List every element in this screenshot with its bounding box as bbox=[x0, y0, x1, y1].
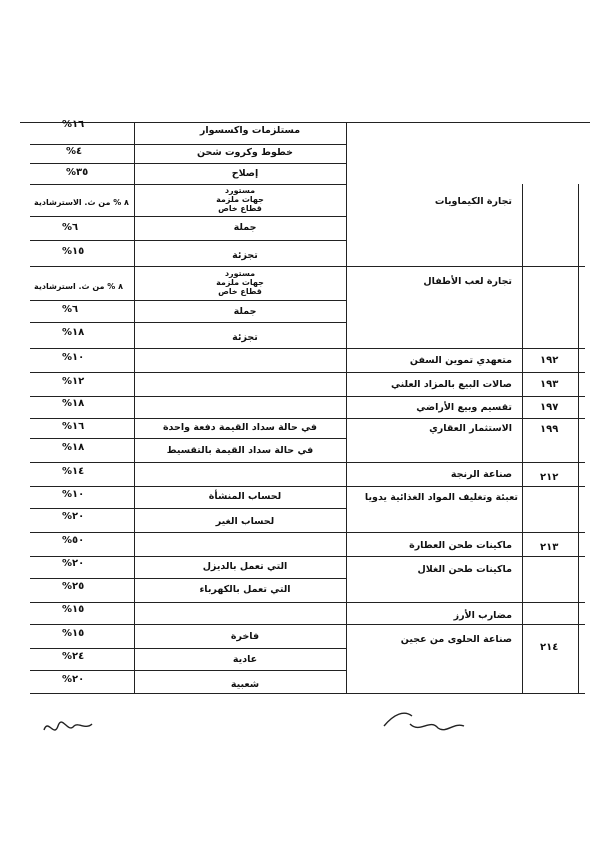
row-rule bbox=[30, 240, 346, 241]
activity-cell: صناعة الحلوى من عجين bbox=[400, 634, 512, 645]
percent-cell: ١٠% bbox=[62, 352, 85, 363]
percent-cell: ٤% bbox=[66, 146, 83, 157]
subcategory-cell: التي تعمل بالديزل bbox=[202, 561, 288, 572]
row-rule bbox=[30, 266, 585, 267]
activity-code: ٢١٢ bbox=[540, 472, 559, 483]
row-rule bbox=[30, 648, 346, 649]
row-rule bbox=[30, 322, 346, 323]
row-rule bbox=[30, 348, 585, 349]
row-rule bbox=[30, 556, 585, 557]
percent-cell: ٣٥% bbox=[66, 167, 89, 178]
activity-cell: تقسيم وبيع الأراضي bbox=[416, 402, 512, 413]
subcategory-cell: في حالة سداد القيمة دفعة واحدة bbox=[162, 422, 318, 433]
subcategory-line: جهات ملزمة bbox=[216, 195, 264, 204]
percent-cell: ١٨% bbox=[62, 327, 85, 338]
column-rule bbox=[578, 184, 579, 693]
handwritten-signature-right bbox=[380, 704, 470, 744]
percent-cell: ١٥% bbox=[62, 246, 85, 257]
percent-cell: ٢٤% bbox=[62, 651, 85, 662]
subcategory-cell: جملة bbox=[233, 306, 257, 317]
subcategory-cell: لحساب المنشأة bbox=[208, 491, 282, 502]
subcategory-cell: فاخرة bbox=[230, 631, 260, 642]
row-rule bbox=[30, 486, 585, 487]
column-rule bbox=[346, 122, 347, 693]
column-rule bbox=[134, 122, 135, 693]
row-rule bbox=[20, 122, 590, 123]
percent-cell: ٥٠% bbox=[62, 535, 85, 546]
row-rule bbox=[30, 462, 585, 463]
subcategory-line: جهات ملزمة bbox=[216, 278, 264, 287]
subcategory-cell: في حالة سداد القيمة بالتقسيط bbox=[166, 445, 314, 456]
row-rule bbox=[30, 602, 585, 603]
activity-code: ١٩٢ bbox=[540, 355, 559, 366]
percent-cell: ٢٠% bbox=[62, 511, 85, 522]
percent-cell: ٢٠% bbox=[62, 674, 85, 685]
subcategory-cell: جملة bbox=[233, 222, 257, 233]
activity-cell: متعهدي تموين السفن bbox=[409, 355, 512, 366]
column-rule bbox=[522, 184, 523, 693]
subcategory-cell: مستلزمات واكسسوار bbox=[199, 125, 301, 136]
row-rule bbox=[30, 670, 346, 671]
percent-cell: ٢٥% bbox=[62, 581, 85, 592]
subcategory-cell: إصلاح bbox=[231, 168, 259, 179]
activity-cell: مضارب الأرز bbox=[453, 610, 512, 621]
percent-cell: ٦% bbox=[62, 222, 79, 233]
row-rule bbox=[30, 693, 585, 694]
activity-cell: صناعة الرنجة bbox=[450, 469, 512, 480]
subcategory-cell: عادية bbox=[232, 654, 258, 665]
percent-cell: ١٠% bbox=[62, 489, 85, 500]
subcategory-cell: تجزئة bbox=[232, 250, 258, 261]
subcategory-cell: شعبية bbox=[230, 679, 260, 690]
subcategory-cell: لحساب الغير bbox=[215, 516, 275, 527]
row-rule bbox=[30, 372, 585, 373]
percent-cell: ١٥% bbox=[62, 604, 85, 615]
row-rule bbox=[30, 532, 585, 533]
row-rule bbox=[30, 418, 585, 419]
subcategory-cell: خطوط وكروت شحن bbox=[196, 147, 294, 158]
subcategory-line: قطاع خاص bbox=[218, 204, 262, 213]
activity-code: ٢١٤ bbox=[540, 642, 559, 653]
percent-cell: ١٦% bbox=[62, 421, 85, 432]
activity-code: ٢١٣ bbox=[540, 542, 559, 553]
row-rule bbox=[30, 438, 346, 439]
subcategory-line: قطاع خاص bbox=[218, 287, 262, 296]
percent-cell: ١٤% bbox=[62, 466, 85, 477]
percent-cell: ١٨% bbox=[62, 398, 85, 409]
activity-code: ١٩٧ bbox=[540, 402, 559, 413]
percent-cell: ٢٠% bbox=[62, 558, 85, 569]
row-rule bbox=[30, 163, 346, 164]
activity-code: ١٩٩ bbox=[540, 424, 559, 435]
percent-cell: ١٦% bbox=[62, 119, 85, 130]
percent-cell: ١٨% bbox=[62, 442, 85, 453]
activity-cell: تعبئة وتغليف المواد الغذائية يدويا bbox=[364, 492, 518, 503]
percent-cell: ١٥% bbox=[62, 628, 85, 639]
row-rule bbox=[30, 184, 346, 185]
row-rule bbox=[30, 216, 346, 217]
activity-cell: تجارة الكيماويات bbox=[434, 196, 512, 207]
subcategory-cell bbox=[140, 186, 340, 213]
subcategory-line: مستورد bbox=[224, 186, 256, 195]
percent-cell: ٦% bbox=[62, 304, 79, 315]
row-rule bbox=[30, 624, 585, 625]
activity-cell: ماكينات طحن العطارة bbox=[409, 540, 512, 551]
row-rule bbox=[30, 396, 585, 397]
percent-cell: ٨ % من ث. استرشادية bbox=[34, 282, 123, 291]
row-rule bbox=[30, 578, 346, 579]
percent-cell: ٨ % من ث. الاسترشادية bbox=[34, 198, 129, 207]
subcategory-cell: التي تعمل بالكهرباء bbox=[199, 584, 291, 595]
activity-code: ١٩٣ bbox=[540, 379, 559, 390]
activity-cell: تجارة لعب الأطفال bbox=[423, 276, 512, 287]
subcategory-cell bbox=[140, 269, 340, 296]
subcategory-line: مستورد bbox=[224, 269, 256, 278]
percent-cell: ١٢% bbox=[62, 376, 85, 387]
row-rule bbox=[30, 144, 346, 145]
activity-cell: الاستثمار العقاري bbox=[429, 423, 512, 434]
activity-cell: ماكينات طحن الغلال bbox=[417, 564, 512, 575]
row-rule bbox=[30, 300, 346, 301]
handwritten-signature-left bbox=[40, 712, 100, 742]
subcategory-cell: تجزئة bbox=[232, 332, 258, 343]
activity-cell: صالات البيع بالمزاد العلني bbox=[390, 379, 512, 390]
row-rule bbox=[30, 508, 346, 509]
